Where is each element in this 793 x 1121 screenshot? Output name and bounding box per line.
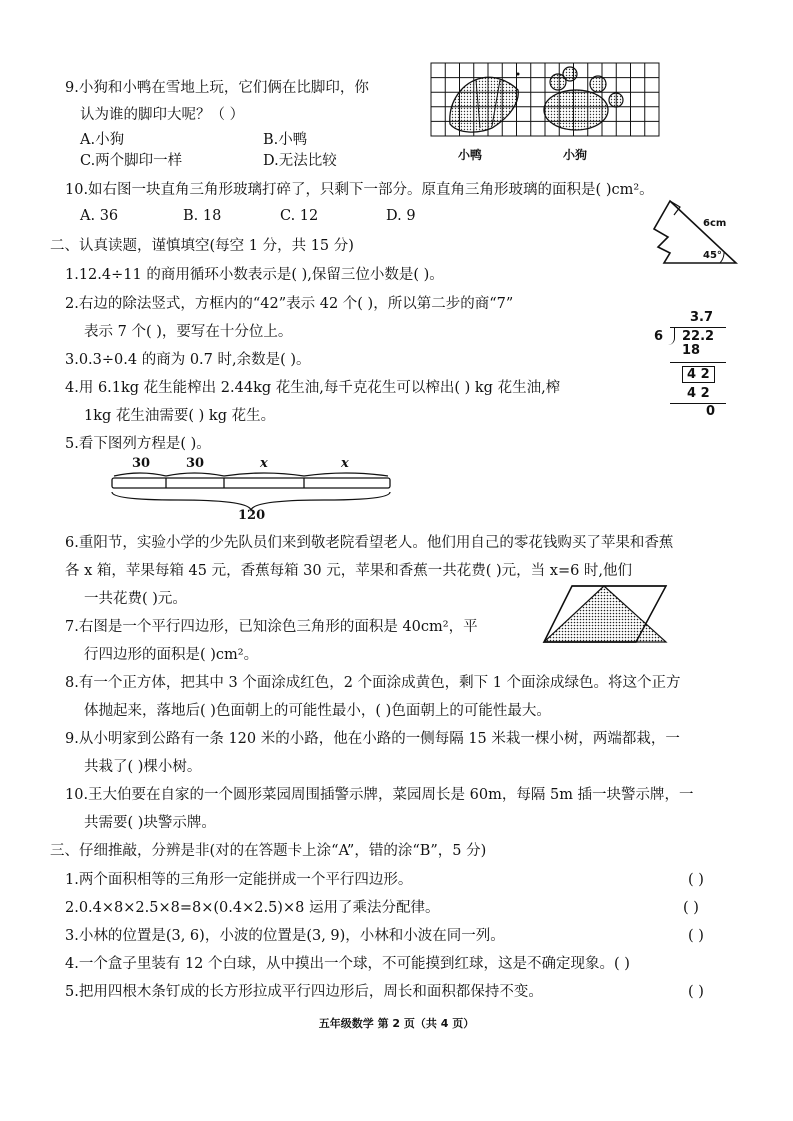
q9-line1: 9.小狗和小鸭在雪地上玩，它们俩在比脚印，你	[65, 80, 369, 96]
q9-option-b: B.小鸭	[263, 132, 308, 148]
q10-option-b: B. 18	[183, 208, 222, 224]
segment-total-120: 120	[238, 508, 266, 523]
s3-q5-paren: ( )	[688, 984, 704, 1000]
q10-option-a: A. 36	[80, 208, 119, 224]
division-dividend: 22.2	[682, 329, 715, 344]
s3-q1-paren: ( )	[688, 872, 704, 888]
s2-q5: 5.看下图列方程是( )。	[65, 436, 211, 452]
s2-q10-line1: 10.王大伯要在自家的一个圆形菜园周围插警示牌，菜园周长是 60m，每隔 5m 插一块警示牌，一	[65, 787, 694, 803]
s2-q7-line1: 7.右图是一个平行四边形，已知涂色三角形的面积是 40cm²，平	[65, 619, 478, 635]
division-quotient: 3.7	[690, 310, 714, 325]
s2-q6-line3: 一共花费( )元。	[84, 591, 187, 607]
page-footer: 五年级数学 第 2 页（共 4 页）	[318, 1017, 475, 1030]
triangle-side-label: 6cm	[703, 218, 727, 229]
segment-label-30b: 30	[186, 456, 205, 471]
s2-q4-line2: 1kg 花生油需要( ) kg 花生。	[84, 408, 276, 424]
s2-q1: 1.12.4÷11 的商用循环小数表示是( ),保留三位小数是( )。	[65, 267, 444, 283]
segment-label-x2: x	[341, 456, 349, 471]
section3-title: 三、仔细推敲，分辨是非(对的在答题卡上涂“A”，错的涂“B”，5 分)	[50, 843, 487, 859]
duck-footprint	[450, 77, 518, 132]
q10-line1: 10.如右图一块直角三角形玻璃打碎了，只剩下一部分。原直角三角形玻璃的面积是( )cm²。	[65, 182, 654, 198]
segment-label-30a: 30	[132, 456, 151, 471]
segment-diagram	[108, 456, 398, 526]
triangle-angle-label: 45°	[703, 250, 722, 261]
q10-option-d: D. 9	[386, 208, 416, 224]
s2-q6-line1: 6.重阳节，实验小学的少先队员们来到敬老院看望老人。他们用自己的零花钱购买了苹果和香蕉	[65, 535, 674, 551]
s2-q8-line2: 体抛起来，落地后( )色面朝上的可能性最小，( )色面朝上的可能性最大。	[84, 703, 551, 719]
s3-q5: 5.把用四根木条钉成的长方形拉成平行四边形后，周长和面积都保持不变。	[65, 984, 543, 1000]
s3-q4: 4.一个盒子里装有 12 个白球，从中摸出一个球，不可能摸到红球，这是不确定现象。( )	[65, 956, 630, 972]
dog-footprint-pad	[544, 90, 608, 130]
s3-q2: 2.0.4×8×2.5×8=8×(0.4×2.5)×8 运用了乘法分配律。	[65, 900, 440, 916]
s2-q4-line1: 4.用 6.1kg 花生能榨出 2.44kg 花生油,每千克花生可以榨出( ) kg 花生油,榨	[65, 380, 561, 396]
division-remainder: 0	[706, 404, 716, 419]
division-divisor: 6	[654, 329, 664, 344]
s2-q2-line2: 表示 7 个( )，要写在十分位上。	[84, 324, 293, 340]
s2-q10-line2: 共需要( )块警示牌。	[84, 815, 216, 831]
division-step2: 4 2	[687, 386, 710, 401]
q9-option-d: D.无法比较	[263, 153, 337, 169]
division-step1: 18	[682, 343, 701, 358]
q9-line2: 认为谁的脚印大呢？（ ）	[80, 107, 245, 123]
broken-triangle-figure	[640, 197, 740, 267]
footprint-grid-figure	[430, 62, 660, 138]
q10-option-c: C. 12	[280, 208, 319, 224]
s2-q6-line2: 各 x 箱，苹果每箱 45 元，香蕉每箱 30 元，苹果和香蕉一共花费( )元，当 x=6 时,他们	[65, 563, 633, 579]
s2-q9-line2: 共栽了( )棵小树。	[84, 759, 202, 775]
s3-q2-paren: ( )	[683, 900, 699, 916]
dog-label: 小狗	[563, 148, 588, 162]
s3-q1: 1.两个面积相等的三角形一定能拼成一个平行四边形。	[65, 872, 413, 888]
q9-option-a: A.小狗	[80, 132, 125, 148]
parallelogram-figure	[540, 582, 668, 646]
s2-q2-line1: 2.右边的除法竖式，方框内的“42”表示 42 个( )，所以第二步的商“7”	[65, 296, 514, 312]
q9-option-c: C.两个脚印一样	[80, 153, 183, 169]
s2-q3: 3.0.3÷0.4 的商为 0.7 时,余数是( )。	[65, 352, 311, 368]
segment-label-x1: x	[260, 456, 268, 471]
s3-q3-paren: ( )	[688, 928, 704, 944]
s2-q7-line2: 行四边形的面积是( )cm²。	[84, 647, 259, 663]
s2-q8-line1: 8.有一个正方体，把其中 3 个面涂成红色，2 个面涂成黄色，剩下 1 个面涂成绿色。将这个正方	[65, 675, 681, 691]
s3-q3: 3.小林的位置是(3, 6)，小波的位置是(3, 9)，小林和小波在同一列。	[65, 928, 505, 944]
division-boxed-42: 4 2	[682, 366, 715, 383]
section2-title: 二、认真读题，谨慎填空(每空 1 分，共 15 分)	[50, 238, 354, 254]
long-division-figure	[650, 310, 730, 422]
duck-label: 小鸭	[458, 148, 483, 162]
s2-q9-line1: 9.从小明家到公路有一条 120 米的小路，他在小路的一侧每隔 15 米栽一棵小树，两端都栽，一	[65, 731, 680, 747]
